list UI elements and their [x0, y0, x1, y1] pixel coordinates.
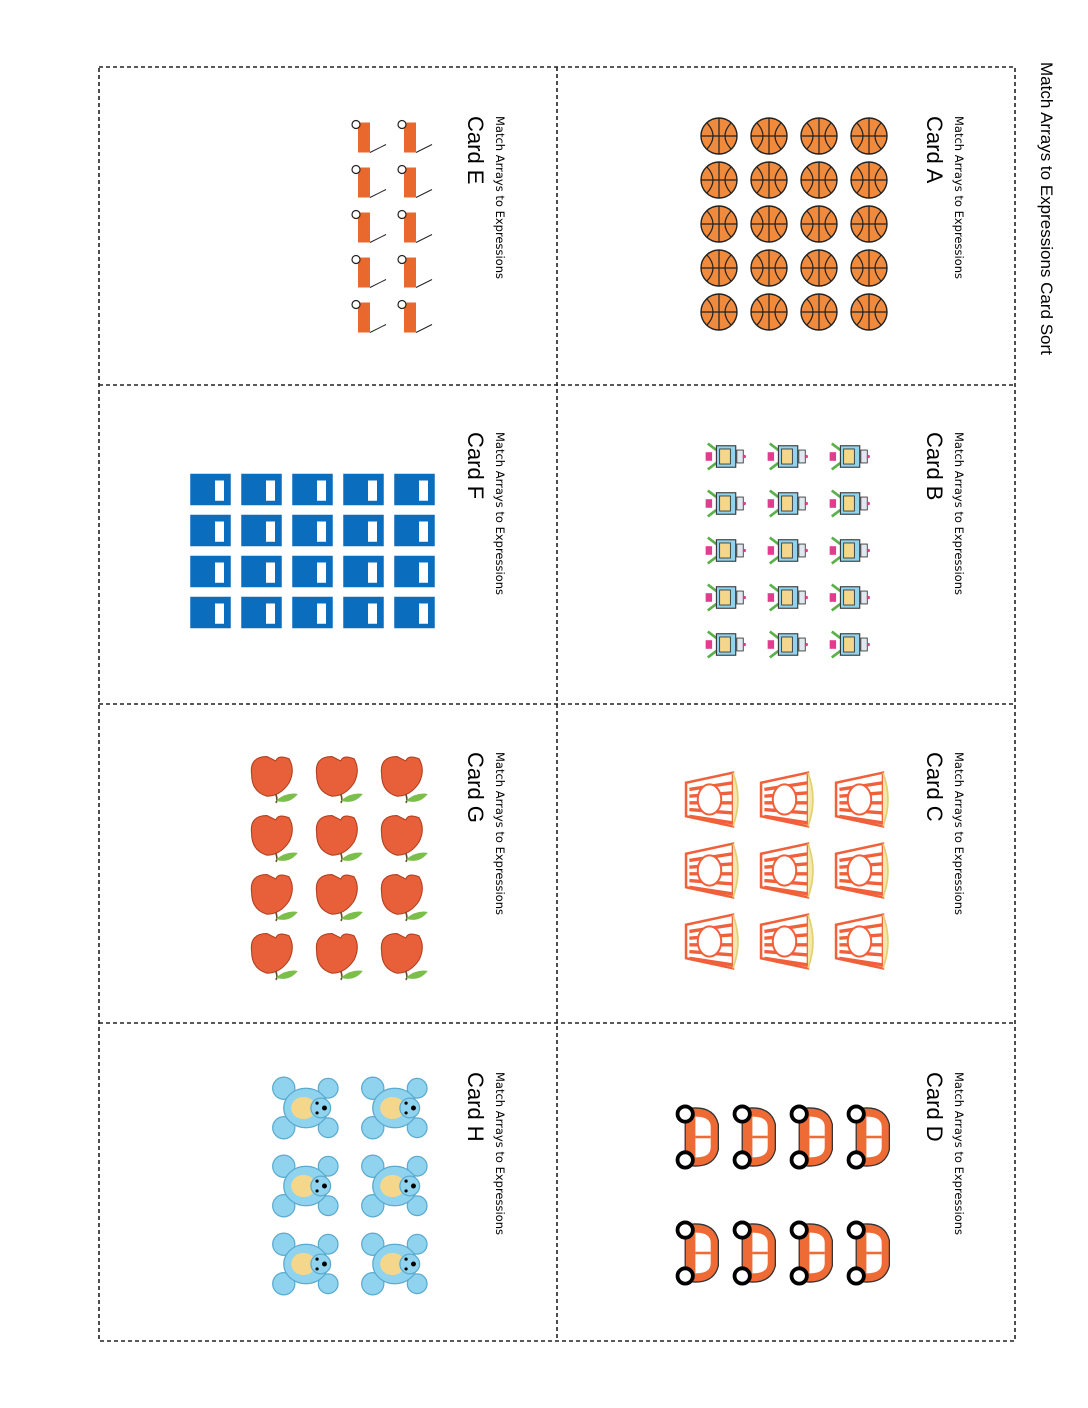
card-a[interactable] [557, 66, 1016, 385]
card-subtitle: Match Arrays to Expressions [952, 752, 966, 915]
card-subtitle: Match Arrays to Expressions [493, 432, 507, 595]
card-subtitle: Match Arrays to Expressions [952, 1072, 966, 1235]
card-subtitle: Match Arrays to Expressions [493, 1072, 507, 1235]
card-title: Card B [922, 432, 947, 501]
card-title: Card A [922, 116, 947, 184]
card-e[interactable] [98, 66, 557, 385]
card-h[interactable] [98, 1023, 557, 1342]
card-subtitle: Match Arrays to Expressions [952, 116, 966, 279]
card-title: Card H [463, 1072, 488, 1142]
card-title: Card C [922, 752, 947, 822]
card-b[interactable] [557, 385, 1016, 704]
card-subtitle: Match Arrays to Expressions [952, 432, 966, 595]
page-title: Match Arrays to Expressions Card Sort [1037, 62, 1056, 355]
card-title: Card E [463, 116, 488, 185]
card-c[interactable] [557, 704, 1016, 1023]
card-subtitle: Match Arrays to Expressions [493, 116, 507, 279]
card-d[interactable] [557, 1023, 1016, 1342]
card-g[interactable] [98, 704, 557, 1023]
card-title: Card F [463, 432, 488, 500]
card-subtitle: Match Arrays to Expressions [493, 752, 507, 915]
card-f[interactable] [98, 385, 557, 704]
card-title: Card G [463, 752, 488, 823]
card-title: Card D [922, 1072, 947, 1142]
card-sheet [98, 66, 1016, 1342]
